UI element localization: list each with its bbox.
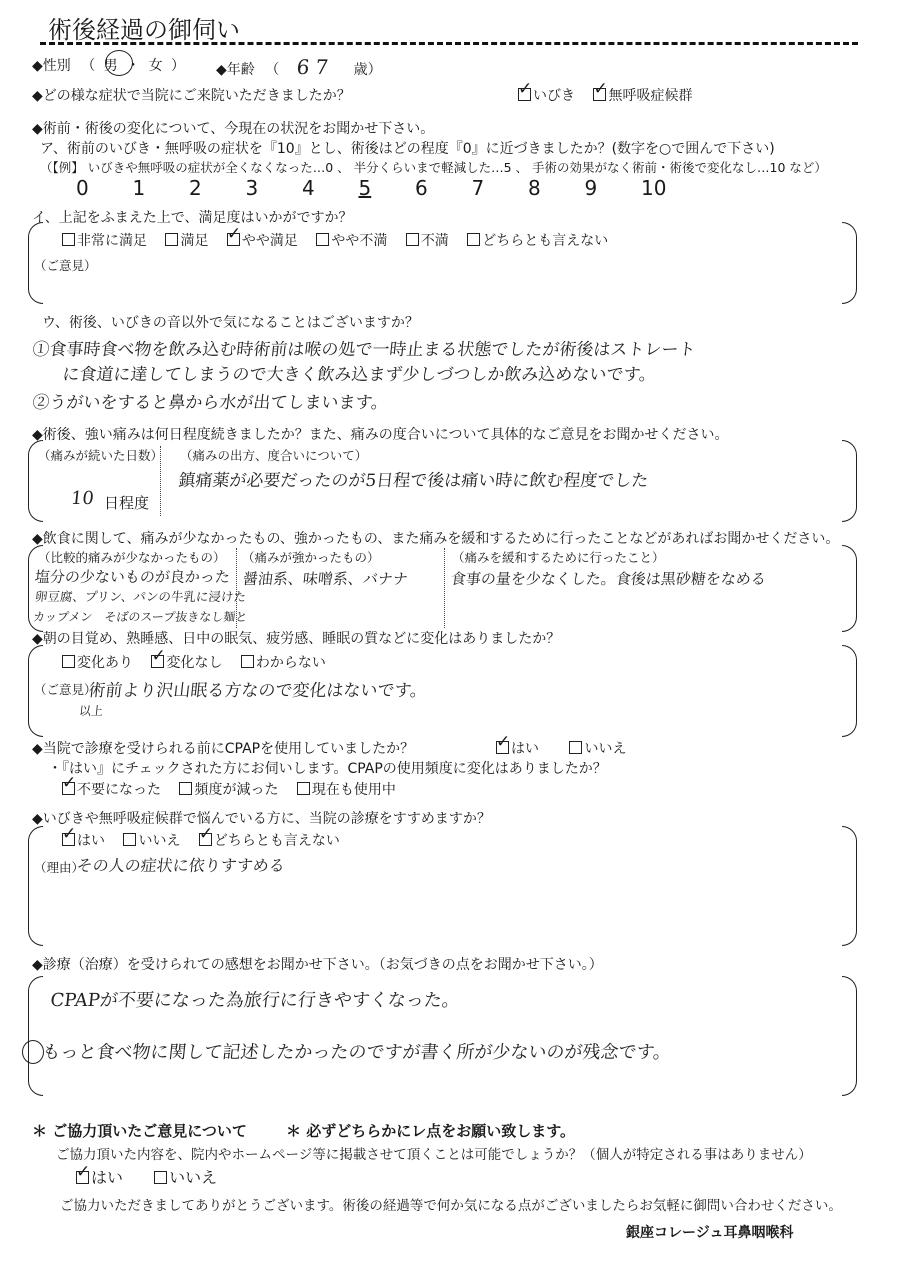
sleep-opinion-value[interactable]: 術前より沢山眠る方なので変化はないです。 [87, 681, 429, 701]
other-answer-line2[interactable]: に食道に達してしまうので大きく飲み込まず少しづつしか飲み込めないです。 [61, 365, 658, 385]
other-answer-line3[interactable]: ②うがいをすると鼻から水が出てしまいます。 [31, 393, 390, 413]
impression-question: ◆診療（治療）を受けられての感想をお聞かせ下さい。（お気づきの点をお聞かせ下さい。） [32, 957, 603, 973]
checkbox-icon[interactable] [151, 655, 164, 668]
food-divider-2 [444, 548, 445, 628]
change-subquestion: ア、術前のいびき・無呼吸の症状を『10』とし、術後はどの程度『0』に近づきましたか？(数字を○で囲んで下さい) [40, 141, 775, 157]
cpap-option-no[interactable]: いいえ [569, 741, 626, 757]
age-close: 歳） [353, 62, 382, 78]
change-scale [76, 176, 698, 200]
footer-option-yes[interactable]: ✓はい [76, 1168, 123, 1187]
checkbox-icon[interactable] [123, 833, 136, 846]
cpap-question: ◆当院で診療を受けられる前にCPAPを使用していましたか？ [32, 741, 415, 757]
food-col1-line2[interactable]: 卵豆腐、プリン、パンの牛乳に浸けた [34, 589, 247, 604]
recommend-bracket-right [842, 826, 857, 946]
checkbox-icon[interactable] [406, 233, 419, 246]
satisfaction-bracket-right [842, 222, 857, 304]
sex-female-option[interactable]: 女 [148, 58, 163, 74]
scale-8[interactable]: 8 [528, 176, 541, 200]
footer-options [76, 1165, 231, 1188]
scale-4[interactable]: 4 [302, 176, 315, 200]
sleep-option[interactable]: ✓ 変化なし [151, 655, 222, 671]
impression-bracket-left [28, 976, 43, 1096]
clinic-name: 銀座コレージュ耳鼻咽喉科 [626, 1225, 794, 1241]
satisfaction-option[interactable]: 満足 [165, 233, 208, 249]
sex-close: ） [171, 58, 186, 74]
checkbox-icon[interactable] [154, 1171, 167, 1184]
sleep-options [62, 652, 340, 672]
scale-9[interactable]: 9 [584, 176, 598, 200]
checkbox-icon[interactable] [62, 655, 75, 668]
sex-male-option[interactable]: 男 [103, 58, 118, 74]
checkbox-icon[interactable] [467, 233, 480, 246]
symptom-question: ◆どの様な症状で当院にご来院いただきましたか？ [32, 88, 351, 104]
cpap-sub-options [62, 779, 410, 799]
scale-3[interactable]: 3 [245, 176, 259, 200]
age-label: ◆年齢 [216, 62, 255, 78]
scale-6[interactable]: 6 [415, 176, 428, 200]
sex-label: ◆性別 [32, 58, 71, 74]
cpap-sub-option[interactable]: ✓不要になった [62, 782, 161, 798]
pain-days-unit: 日程度 [104, 494, 150, 512]
other-question: ウ、術後、いびきの音以外で気になることはございますか？ [42, 315, 419, 331]
sleep-opinion-note[interactable]: 以上 [78, 704, 104, 718]
checkbox-icon[interactable] [593, 88, 606, 101]
footer-notice-right: ＊ 必ずどちらかにレ点をお願い致します。 [286, 1122, 576, 1140]
scale-5[interactable]: 5 [358, 176, 372, 200]
page-title: 術後経過の御伺い [48, 16, 240, 44]
sleep-question: ◆朝の目覚め、熟睡感、日中の眠気、疲労感、睡眠の質などに変化はありましたか？ [32, 631, 561, 647]
checkbox-icon[interactable] [518, 88, 531, 101]
recommend-bracket-left [28, 826, 43, 946]
scale-0[interactable]: 0 [76, 176, 89, 200]
footer-thanks: ご協力いただきましてありがとうございます。術後の経過等で何か気になる点がございましたらお気軽に御問い合わせください。 [60, 1198, 842, 1214]
satisfaction-option[interactable]: 非常に満足 [62, 233, 147, 249]
food-col1-line1[interactable]: 塩分の少ないものが良かった [33, 568, 231, 586]
food-question: ◆飲食に関して、痛みが少なかったもの、強かったもの、また痛みを緩和するために行ったことなどがあればお聞かせください。 [32, 531, 840, 547]
pain-days-value[interactable]: 10 [69, 488, 95, 509]
pain-detail-value[interactable]: 鎮痛薬が必要だったのが5日程で後は痛い時に飲む程度でした [177, 471, 650, 491]
scale-2[interactable]: 2 [189, 176, 202, 200]
food-col1-label: （比較的痛みが少なかったもの） [38, 550, 226, 565]
age-value[interactable]: 67 [295, 55, 336, 79]
other-answer-line1[interactable]: ①食事時食べ物を飲み込む時術前は喉の処で一時止まる状態でしたが術後はストレート [31, 340, 697, 360]
pain-bracket-right [842, 440, 857, 522]
checkbox-icon[interactable] [165, 233, 178, 246]
footer-permission: ご協力頂いた内容を、院内やホームページ等に掲載させて頂くことは可能でしょうか？（個人が特定される事はありません） [56, 1147, 812, 1163]
title-divider [40, 42, 858, 45]
checkbox-icon[interactable] [62, 233, 75, 246]
pain-question: ◆術後、強い痛みは何日程度続きましたか？また、痛みの度合いについて具体的なご意見をお聞かせください。 [32, 427, 729, 443]
sex-open: （ [81, 58, 96, 74]
satisfaction-question: イ、上記をふまえた上で、満足度はいかがですか？ [32, 210, 353, 226]
sleep-option[interactable]: わからない [241, 655, 326, 671]
cpap-sub-option[interactable]: 頻度が減った [179, 782, 278, 798]
checkbox-icon[interactable] [569, 741, 582, 754]
satisfaction-option[interactable]: どちらとも言えない [467, 233, 608, 249]
checkbox-icon[interactable] [496, 741, 509, 754]
cpap-options [496, 738, 640, 758]
checkbox-icon[interactable] [62, 833, 75, 846]
pain-divider [160, 446, 161, 516]
recommend-option[interactable]: ✓はい [62, 833, 105, 849]
footer-notice-left: ＊ ご協力頂いたご意見について [32, 1122, 247, 1140]
pain-detail-label: （痛みの出方、度合いについて） [180, 448, 368, 463]
scale-1[interactable]: 1 [132, 176, 146, 200]
impression-line2[interactable]: もっと食べ物に関して記述したかったのですが書く所が少ないのが残念です。 [41, 1042, 673, 1063]
checkbox-icon[interactable] [76, 1171, 89, 1184]
recommend-option[interactable]: いいえ [123, 833, 180, 849]
checkbox-icon[interactable] [297, 782, 310, 795]
recommend-option[interactable]: ✓ どちらとも言えない [199, 833, 340, 849]
checkbox-icon[interactable] [227, 233, 240, 246]
food-col3-label: （痛みを緩和するために行ったこと） [452, 550, 665, 565]
sex-male-circle [105, 50, 133, 76]
symptom-option-apnea[interactable]: ✓ 無呼吸症候群 [593, 88, 692, 104]
food-col2-value[interactable]: 醤油系、味噌系、バナナ [241, 570, 409, 588]
food-col2-label: （痛みが強かったもの） [242, 550, 380, 565]
checkbox-icon[interactable] [316, 233, 329, 246]
recommend-reason-label: （理由） [34, 860, 85, 875]
satisfaction-option[interactable]: 不満 [406, 233, 449, 249]
change-example: （【例】 いびきや無呼吸の症状が全くなくなった…0 、 半分くらいまで軽減した…5 、 手術の効果がなく術前・術後で変化なし…10 など） [40, 160, 827, 175]
sex-dot: ・ [126, 58, 141, 74]
sleep-option[interactable]: 変化あり [62, 655, 133, 671]
checkbox-icon[interactable] [241, 655, 254, 668]
recommend-reason-value[interactable]: その人の症状に依りすすめる [75, 856, 286, 875]
pain-days-label: （痛みが続いた日数） [38, 448, 164, 463]
footer-option-no[interactable]: いいえ [154, 1168, 217, 1187]
checkbox-icon[interactable] [179, 782, 192, 795]
recommend-options [62, 830, 354, 850]
satisfaction-opinion-label: （ご意見） [34, 258, 97, 273]
food-col3-value[interactable]: 食事の量を少なくした。食後は黒砂糖をなめる [449, 570, 767, 588]
satisfaction-option[interactable]: やや不満 [316, 233, 387, 249]
recommend-question: ◆いびきや無呼吸症候群で悩んでいる方に、当院の診療をすすめますか？ [32, 811, 491, 827]
sleep-opinion-label: （ご意見） [34, 682, 97, 697]
scale-7[interactable]: 7 [471, 176, 485, 200]
age-row [216, 55, 382, 79]
age-open: （ [265, 62, 280, 78]
symptom-option-snoring[interactable]: ✓ いびき [518, 88, 575, 104]
checkbox-icon[interactable] [199, 833, 212, 846]
cpap-subquestion: ・『はい』にチェックされた方にお伺いします。CPAPの使用頻度に変化はありましたか？ [48, 761, 607, 777]
impression-bracket-right [842, 976, 857, 1096]
symptom-options [518, 85, 706, 105]
satisfaction-options [62, 230, 622, 250]
food-bracket-right [842, 545, 857, 632]
cpap-sub-option[interactable]: 現在も使用中 [297, 782, 396, 798]
food-col1-line3[interactable]: カップメン そばのスープ抜きなし麺と [32, 610, 248, 624]
cpap-option-yes[interactable]: ✓ はい [496, 741, 539, 757]
checkbox-icon[interactable] [62, 782, 75, 795]
satisfaction-option[interactable]: ✓ やや満足 [227, 233, 298, 249]
impression-line1[interactable]: CPAPが不要になった為旅行に行きやすくなった。 [49, 990, 461, 1011]
sleep-bracket-right [842, 645, 857, 737]
change-question: ◆術前・術後の変化について、今現在の状況をお聞かせ下さい。 [32, 121, 435, 137]
scale-10[interactable]: 10 [641, 176, 667, 200]
